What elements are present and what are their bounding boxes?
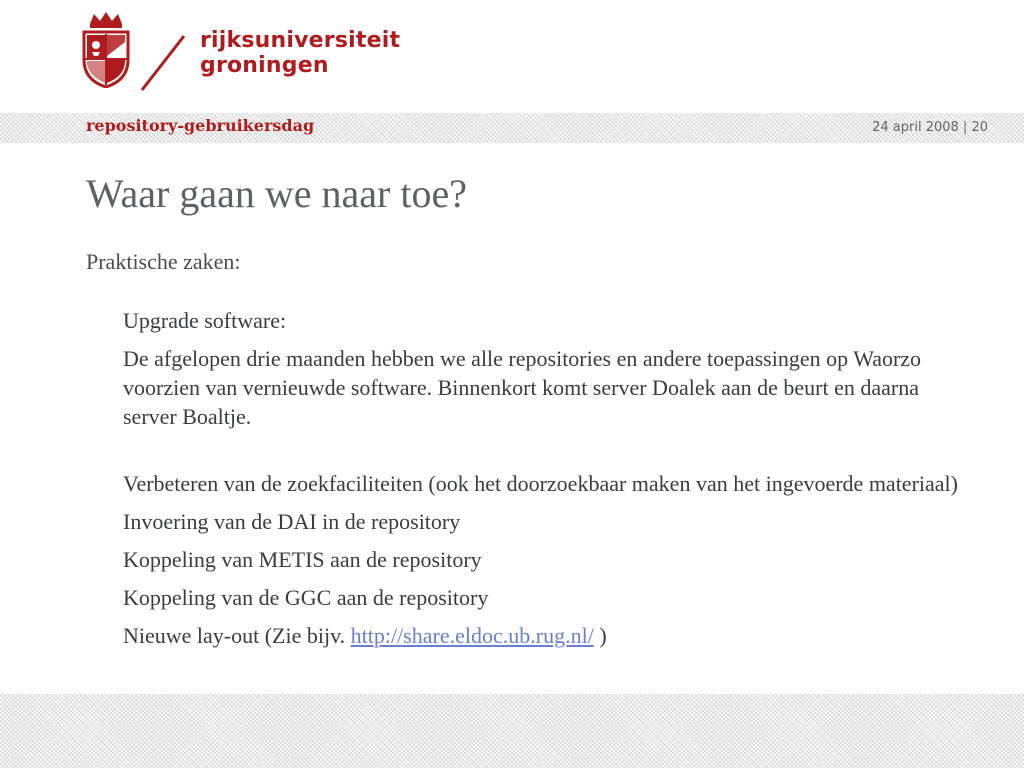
list-item: Koppeling van METIS aan de repository — [123, 547, 482, 572]
slide-subtitle: Praktische zaken: — [86, 249, 241, 274]
list-item: Verbeteren van de zoekfaciliteiten (ook het doorzoekbaar maken van het ingevoerde materiaal) — [123, 471, 958, 496]
logo-wordmark — [200, 28, 400, 78]
logo-line-1: rijksuniversiteit — [200, 28, 401, 53]
slide-body — [123, 306, 973, 659]
slide-title: Waar gaan we naar toe? — [86, 171, 467, 216]
logo-line-2: groningen — [200, 53, 329, 78]
layout-item-suffix: ) — [593, 623, 607, 648]
university-logo — [80, 12, 410, 94]
list-item: Upgrade software: — [123, 308, 287, 333]
date-page-number: 24 april 2008 | 20 — [872, 120, 988, 135]
layout-item-prefix: Nieuwe lay-out (Zie bijv. — [123, 623, 351, 648]
list-item: Koppeling van de GGC aan de repository — [123, 585, 489, 610]
share-eldoc-link[interactable]: http://share.eldoc.ub.rug.nl/ — [350, 623, 594, 648]
footer-band — [0, 694, 1024, 768]
list-item: Invoering van de DAI in de repository — [123, 509, 461, 534]
event-label: repository-gebruikersdag — [86, 116, 315, 135]
list-item: De afgelopen drie maanden hebben we alle repositories en andere toepassingen op Waorzo voorzien van vernieuwde software. Binnenkort komt server Doalek aan de beurt en daarna server Boaltje. — [123, 346, 922, 429]
logo-slash-icon — [138, 34, 188, 92]
university-crest-icon — [80, 12, 132, 88]
list-item-layout — [123, 621, 973, 650]
